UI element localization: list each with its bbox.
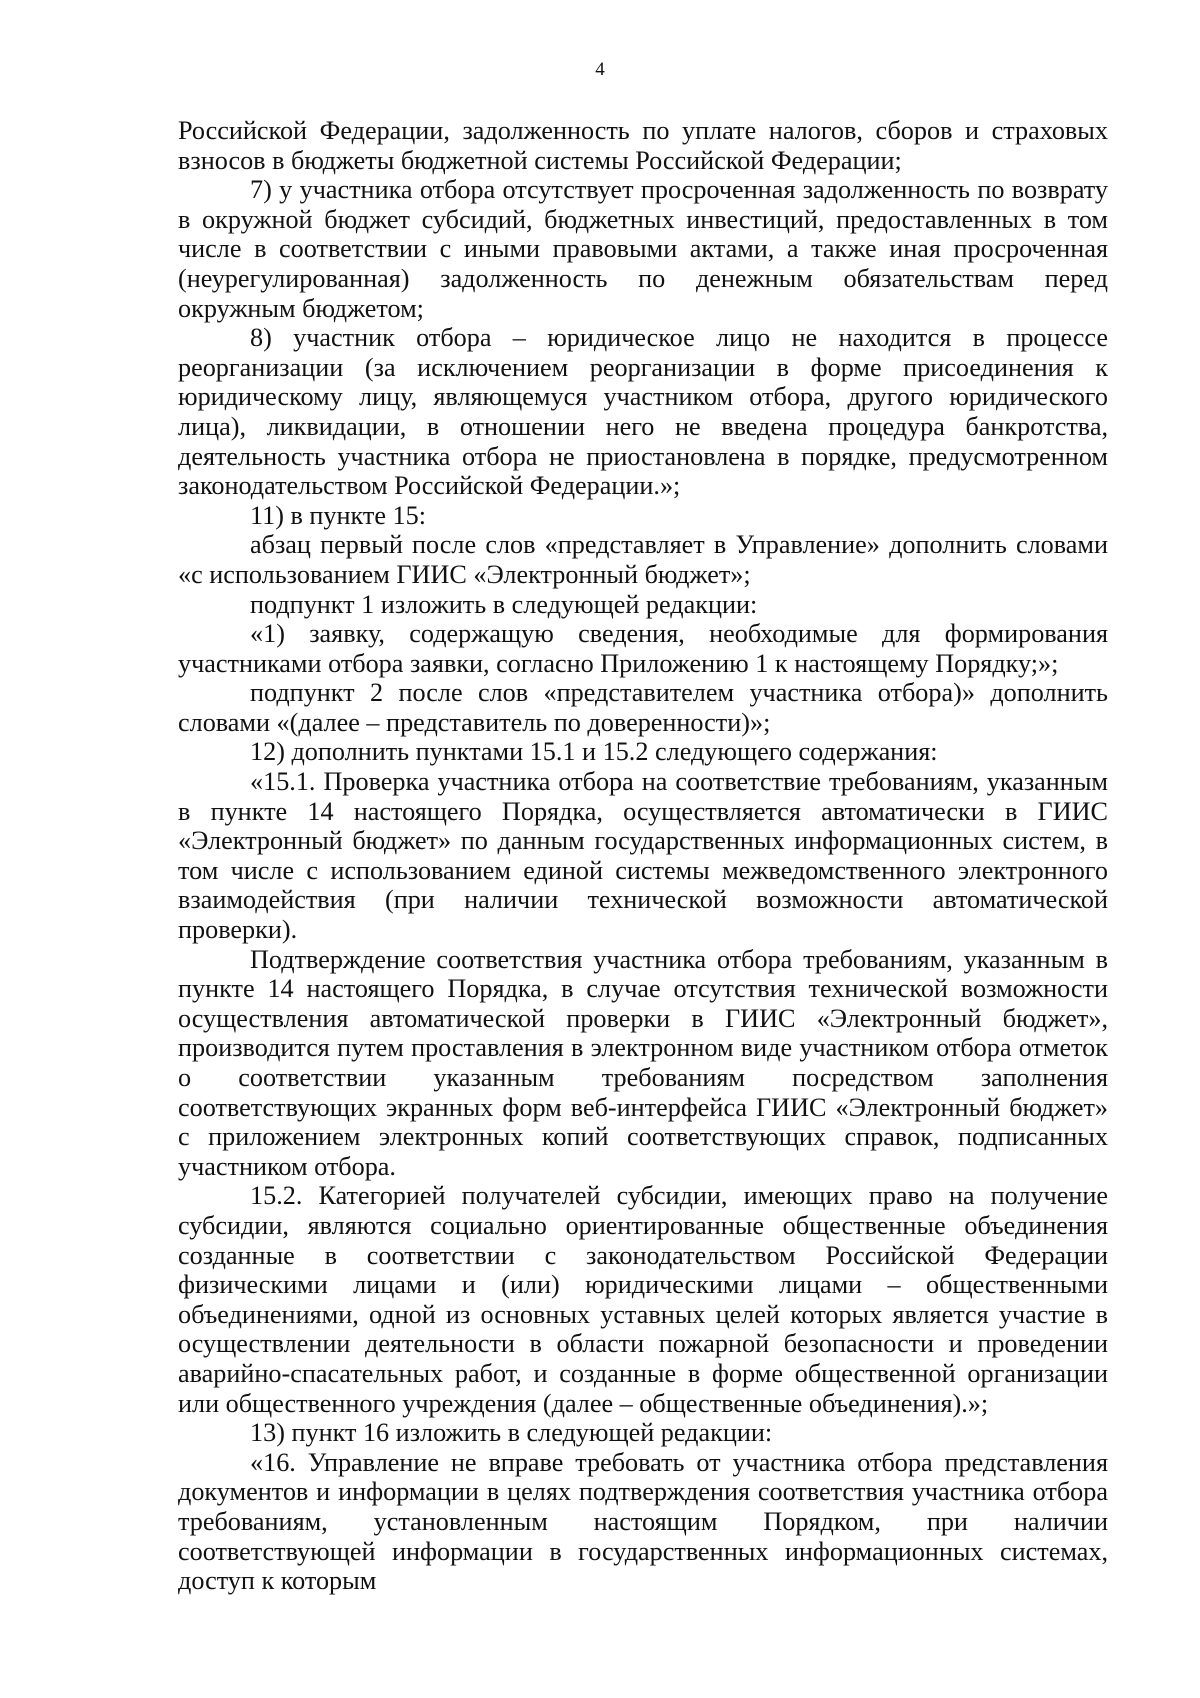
document-body bbox=[178, 116, 1108, 1596]
paragraph-clause-15-1-confirmation: Подтверждение соответствия участника отбора требованиям, указанным в пункте 14 настоящего Порядка, в случае отсутствия технической возможности осуществления автоматической проверки в ГИИС «Электронный бюджет», производится путем проставления в электронном виде участником отбора отметок о соответствии указанным требованиям посредством заполнения соответствующих экранных форм веб-интерфейса ГИИС «Электронный бюджет» с приложением электронных копий соответствующих справок, подписанных участником отбора. bbox=[178, 944, 1108, 1181]
paragraph-clause-15-2: 15.2. Категорией получателей субсидии, имеющих право на получение субсидии, являются социально ориентированные общественные объединения созданные в соответствии с законодательством Российской Федерации физическими лицами и (или) юридическими лицами – общественными объединениями, одной из основных уставных целей которых является участие в осуществлении деятельности в области пожарной безопасности и проведении аварийно-спасательных работ, и созданные в форме общественной организации или общественного учреждения (далее – общественные объединения).»; bbox=[178, 1181, 1108, 1418]
paragraph-clause-16: «16. Управление не вправе требовать от участника отбора представления документов и информации в целях подтверждения соответствия участника отбора требованиям, установленным настоящим Порядком, при наличии соответствующей информации в государственных информационных системах, доступ к которым bbox=[178, 1447, 1108, 1596]
paragraph-continuation: Российской Федерации, задолженность по уплате налогов, сборов и страховых взносов в бюджеты бюджетной системы Российской Федерации; bbox=[178, 116, 1108, 175]
paragraph-item-11-sub1-text: «1) заявку, содержащую сведения, необходимые для формирования участниками отбора заявки, согласно Приложению 1 к настоящему Порядку;»; bbox=[178, 619, 1108, 678]
paragraph-item-11-para1: абзац первый после слов «представляет в Управление» дополнить словами «с использованием ГИИС «Электронный бюджет»; bbox=[178, 530, 1108, 589]
page-number: 4 bbox=[595, 59, 605, 80]
paragraph-item-7: 7) у участника отбора отсутствует просроченная задолженность по возврату в окружной бюджет субсидий, бюджетных инвестиций, предоставленных в том числе в соответствии с иными правовыми актами, а также иная просроченная (неурегулированная) задолженность по денежным обязательствам перед окружным бюджетом; bbox=[178, 175, 1108, 323]
paragraph-clause-15-1: «15.1. Проверка участника отбора на соответствие требованиям, указанным в пункте 14 настоящего Порядка, осуществляется автоматически в ГИИС «Электронный бюджет» по данным государственных информационных систем, в том числе с использованием единой системы межведомственного электронного взаимодействия (при наличии технической возможности автоматической проверки). bbox=[178, 767, 1108, 945]
paragraph-item-11-sub1-intro: подпункт 1 изложить в следующей редакции: bbox=[250, 589, 758, 619]
paragraph-item-13: 13) пункт 16 изложить в следующей редакции: bbox=[250, 1418, 773, 1448]
paragraph-item-11-sub2: подпункт 2 после слов «представителем участника отбора)» дополнить словами «(далее – представитель по доверенности)»; bbox=[178, 678, 1108, 737]
paragraph-item-12: 12) дополнить пунктами 15.1 и 15.2 следующего содержания: bbox=[250, 737, 938, 767]
paragraph-item-8: 8) участник отбора – юридическое лицо не находится в процессе реорганизации (за исключением реорганизации в форме присоединения к юридическому лицу, являющемуся участником отбора, другого юридического лица), ликвидации, в отношении него не введена процедура банкротства, деятельность участника отбора не приостановлена в порядке, предусмотренном законодательством Российской Федерации.»; bbox=[178, 323, 1108, 501]
paragraph-item-11: 11) в пункте 15: bbox=[250, 500, 426, 530]
